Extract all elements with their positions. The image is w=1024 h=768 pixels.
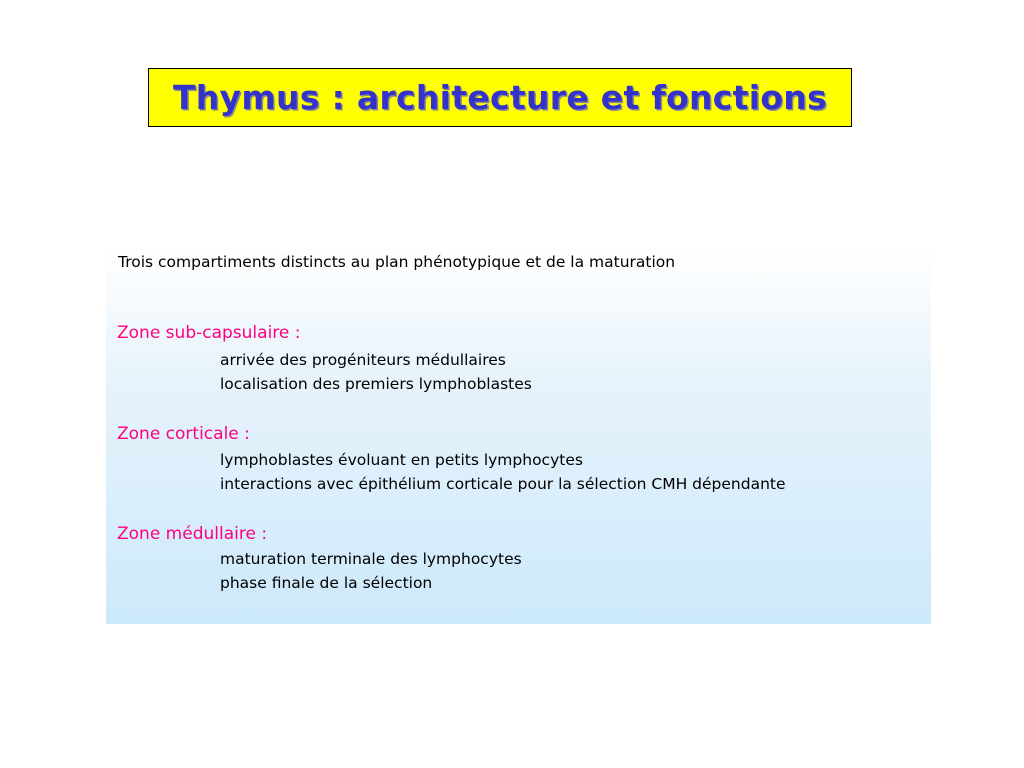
- zone-cortical-item: lymphoblastes évoluant en petits lymphocytes: [220, 451, 583, 469]
- title-banner: [148, 68, 852, 127]
- content-panel: [106, 248, 931, 624]
- zone-subcapsular-item: localisation des premiers lymphoblastes: [220, 375, 532, 393]
- zone-cortical-title: Zone corticale :: [117, 424, 250, 444]
- zone-subcapsular-item: arrivée des progéniteurs médullaires: [220, 351, 506, 369]
- zone-medullary-title: Zone médullaire :: [117, 524, 268, 544]
- zone-cortical-item: interactions avec épithélium corticale pour la sélection CMH dépendante: [220, 475, 786, 493]
- zone-medullary-item: maturation terminale des lymphocytes: [220, 550, 522, 568]
- zone-medullary-item: phase finale de la sélection: [220, 574, 433, 592]
- slide-title: Thymus : architecture et fonctions: [172, 78, 828, 117]
- zone-subcapsular-title: Zone sub-capsulaire :: [117, 323, 301, 343]
- intro-text: Trois compartiments distincts au plan phénotypique et de la maturation: [118, 253, 676, 271]
